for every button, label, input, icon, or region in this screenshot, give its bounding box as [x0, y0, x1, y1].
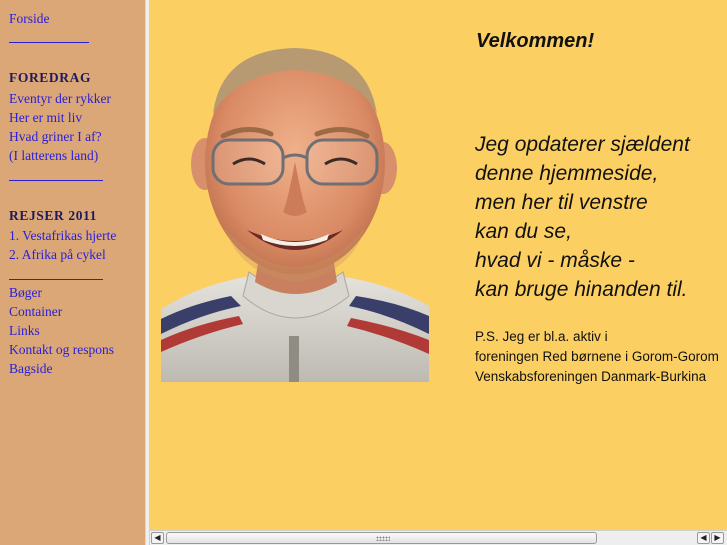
- nav-link-hvad-griner[interactable]: Hvad griner I af?: [9, 129, 102, 144]
- sidebar-nav: [0, 0, 145, 545]
- nav-divider: [9, 42, 89, 43]
- portrait-photo: [161, 44, 429, 382]
- nav-divider: [9, 180, 103, 181]
- nav-link-boeger[interactable]: Bøger: [9, 285, 42, 300]
- poem-line: Jeg opdaterer sjældent: [475, 133, 690, 156]
- poem-line: hvad vi - måske -: [475, 249, 635, 272]
- grip-icon: [376, 536, 390, 541]
- ps-line: P.S. Jeg er bl.a. aktiv i: [475, 329, 608, 344]
- nav-link-bagside[interactable]: Bagside: [9, 361, 53, 376]
- nav-link-links[interactable]: Links: [9, 323, 40, 338]
- poem-line: denne hjemmeside,: [475, 162, 659, 185]
- nav-link-eventyr[interactable]: Eventyr der rykker: [9, 91, 111, 106]
- welcome-heading: Velkommen!: [476, 30, 595, 52]
- ps-line-organization: foreningen Red børnene i Gorom-Gorom: [475, 349, 719, 364]
- arrow-right-icon[interactable]: ▶: [711, 532, 724, 544]
- nav-link-vestafrikas-hjerte[interactable]: 1. Vestafrikas hjerte: [9, 228, 117, 243]
- nav-heading-foredrag: FOREDRAG: [9, 70, 92, 85]
- nav-link-container[interactable]: Container: [9, 304, 63, 319]
- arrow-left-icon[interactable]: ◀: [697, 532, 710, 544]
- poem-line: kan bruge hinanden til.: [475, 278, 688, 301]
- ps-line-organization: Venskabsforeningen Danmark-Burkina: [475, 369, 707, 384]
- nav-link-afrika-paa-cykel[interactable]: 2. Afrika på cykel: [9, 247, 106, 262]
- horizontal-scrollbar[interactable]: [150, 530, 727, 545]
- nav-link-her-er-mit-liv[interactable]: Her er mit liv: [9, 110, 83, 125]
- poem-line: men her til venstre: [475, 191, 648, 214]
- main-content: [150, 0, 727, 530]
- nav-heading-rejser: REJSER 2011: [9, 208, 97, 223]
- arrow-left-icon[interactable]: ◀: [151, 532, 164, 544]
- nav-link-forside[interactable]: Forside: [9, 11, 50, 26]
- nav-divider: [9, 279, 103, 280]
- nav-link-latterens-land[interactable]: (I latterens land): [9, 148, 99, 163]
- frame-divider[interactable]: [145, 0, 149, 545]
- scrollbar-thumb[interactable]: [166, 532, 597, 544]
- nav-link-kontakt[interactable]: Kontakt og respons: [9, 342, 114, 357]
- poem-line: kan du se,: [475, 220, 572, 243]
